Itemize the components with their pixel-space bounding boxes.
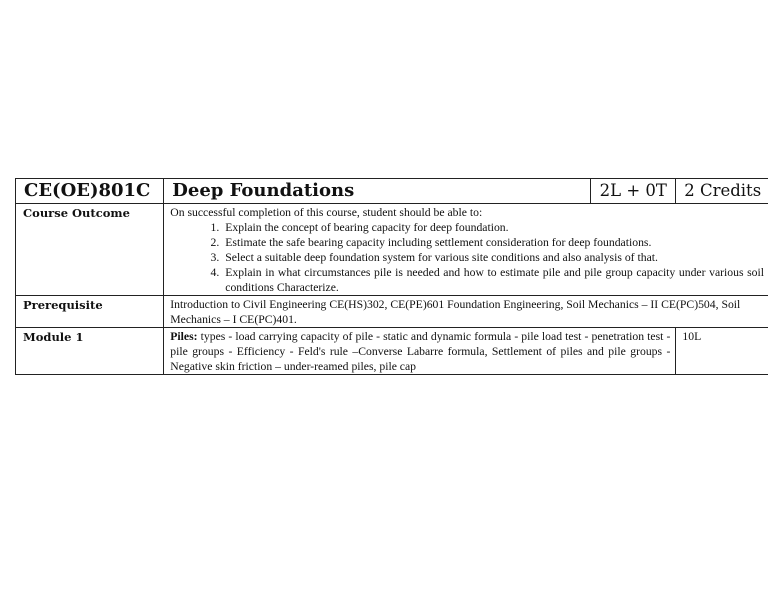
list-item [170, 250, 764, 265]
module-1-text [170, 329, 670, 374]
module-1-row [16, 328, 768, 375]
course-credits: 2 Credits [676, 179, 768, 204]
list-item-text: Select a suitable deep foundation system for various site conditions and also analysis of that. [225, 251, 658, 264]
course-outcome-content [164, 204, 768, 296]
course-title: Deep Foundations [164, 179, 591, 204]
lecture-tutorial-hours: 2L + 0T [591, 179, 676, 204]
syllabus-sheet [15, 178, 768, 375]
list-item-number: 4. [210, 266, 220, 279]
list-item [170, 235, 764, 250]
list-item-text: Explain the concept of bearing capacity for deep foundation. [225, 221, 509, 234]
list-item [170, 265, 764, 295]
module-1-content [164, 328, 676, 375]
course-outcome-intro: On successful completion of this course, student should be able to: [170, 206, 483, 219]
module-1-lectures: 10L [676, 328, 768, 375]
list-item-text: Estimate the safe bearing capacity including settlement consideration for deep foundations. [225, 236, 652, 249]
list-item-number: 1. [210, 221, 220, 234]
course-outcome-label: Course Outcome [16, 204, 164, 296]
module-1-label: Module 1 [16, 328, 164, 375]
course-code: CE(OE)801C [16, 179, 164, 204]
list-item [170, 220, 764, 235]
course-header-row [16, 179, 768, 204]
list-item-number: 3. [210, 251, 220, 264]
list-item-text: Explain in what circumstances pile is needed and how to estimate pile and pile group capacity under various soil conditions Characterize. [225, 266, 764, 294]
module-1-topics: types - load carrying capacity of pile - static and dynamic formula - pile load test - penetration test - pile groups - Efficiency - Feld's rule –Converse Labarre formula, Settlement of piles and pile groups - Negative skin friction – under-reamed piles, pile cap [170, 330, 671, 373]
course-outcome-list [170, 220, 764, 295]
prerequisite-text: Introduction to Civil Engineering CE(HS)302, CE(PE)601 Foundation Engineering, Soil Mechanics – II CE(PC)504, Soil Mechanics – I CE(PC)401. [164, 296, 768, 328]
list-item-number: 2. [210, 236, 220, 249]
prerequisite-row [16, 296, 768, 328]
course-table [15, 178, 768, 375]
prerequisite-label: Prerequisite [16, 296, 164, 328]
module-1-lead: Piles: [170, 330, 198, 343]
course-outcome-row [16, 204, 768, 296]
